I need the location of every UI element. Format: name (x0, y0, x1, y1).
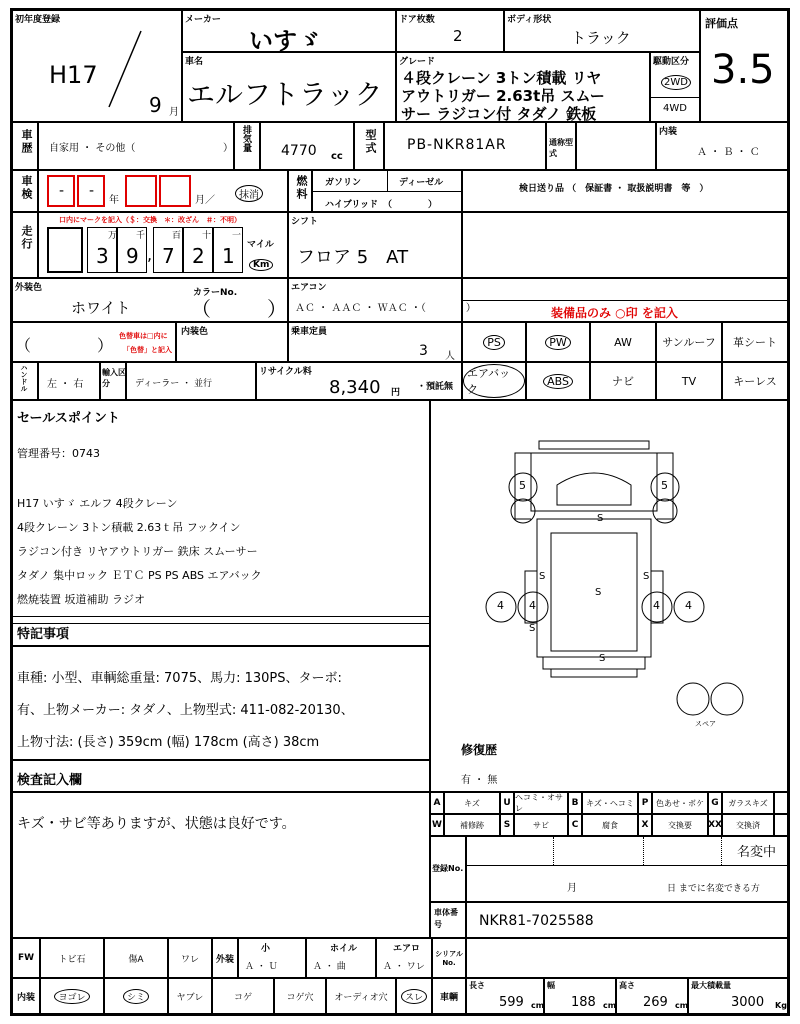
shift-value: フロア 5 AT (297, 247, 409, 268)
fw-item-1: 傷A (104, 938, 168, 978)
serial-label: シリアルNo. (432, 938, 466, 978)
model-label: 型式 (364, 129, 377, 155)
legend-row2-text-2: 腐食 (582, 814, 638, 836)
size-label: 小 (261, 944, 271, 954)
inspection-month-unit: 月／ (195, 195, 215, 206)
import-label: 輸入区分 (102, 368, 126, 388)
int-item-3: コゲ (233, 992, 252, 1003)
payload-unit: Kg (775, 1001, 787, 1010)
int-item-cell-0 (40, 978, 104, 1014)
equipment-row1-item-4: 革シート (733, 336, 777, 349)
interior-color-label: 内装色 (181, 327, 209, 337)
aero-value: Ａ ・ ワレ (383, 962, 425, 972)
chassis-value: NKR81-7025588 (479, 913, 594, 929)
tire-front-right: 5 (661, 479, 668, 492)
capacity-label: 乗車定員 (291, 327, 328, 337)
wheel-label: ホイル (330, 944, 358, 954)
displacement-label: 排気量 (241, 125, 251, 152)
equipment-row2-cell-0 (462, 362, 526, 400)
inspection-year-unit: 年 (109, 195, 119, 206)
equipment-row2-item-3: TV (681, 374, 697, 388)
legend-row1-code-3: P (638, 792, 652, 814)
shift-cell (288, 212, 462, 278)
width-unit: cm (603, 1001, 617, 1010)
color-change-close: ） (97, 336, 114, 355)
serial-value-cell (466, 938, 788, 978)
documents-label: 検日送り品 （ 保証書 ・ 取扱説明書 等 ） (519, 184, 709, 194)
chassis-label: 車体番号 (434, 908, 458, 929)
aero-cell (376, 938, 432, 978)
import-value-cell (126, 362, 256, 400)
chassis-value-cell (466, 902, 788, 938)
handle-label: ハンドル (20, 364, 28, 392)
registration-day-note: 日 までに名変できる方 (667, 884, 760, 894)
height-unit: cm (675, 1001, 689, 1010)
legend-row2-filler (774, 814, 788, 836)
history-label-cell (12, 122, 38, 170)
ext-label: 外装 (212, 938, 238, 978)
exterior-color-value: ホワイト (71, 299, 131, 317)
mileage-unit-sen: 千 (136, 231, 146, 241)
grade-label: グレード (399, 57, 436, 67)
legend-row2-code-0: W (430, 814, 444, 836)
fuel-label-cell (288, 170, 312, 212)
mileage-mark-box (47, 227, 83, 273)
score-label: 評価点 (705, 17, 738, 30)
equipment-title-cell (462, 300, 788, 322)
equipment-row1-cell-4 (722, 322, 788, 362)
equipment-row2-item-4: キーレス (733, 375, 777, 388)
common-model-label: 通称型式 (549, 138, 573, 158)
maker-cell (182, 10, 396, 55)
drive-4wd: 4WD (663, 103, 687, 114)
tire-rear-left-outer: 4 (497, 599, 504, 612)
color-change-note-1: 色替車は□内に (119, 332, 168, 340)
fuel-gasoline: ガソリン (325, 178, 362, 188)
interior-grade-label: 内装 (659, 127, 678, 137)
mileage-note: 口内にマークを記入（＄：交換 ＊：改ざん ＃：不明） (59, 216, 241, 224)
inspection-label-cell (12, 170, 38, 212)
capacity-value: 3 (419, 343, 428, 359)
registration-label: 登録No. (432, 864, 464, 873)
body-cell (504, 10, 700, 52)
maker-label: メーカー (185, 15, 221, 25)
history-value-cell (38, 122, 234, 170)
width-cell (544, 978, 616, 1014)
inspection-month-box-2 (159, 175, 191, 207)
import-value: ディーラー ・ 並行 (135, 379, 213, 389)
equipment-row1-cell-1 (526, 322, 590, 362)
registration-value-cell (466, 836, 788, 902)
history-value: 自家用 ・ その他（ (49, 143, 136, 154)
recycle-label: リサイクル料 (259, 367, 312, 377)
fw-item-2: ワレ (168, 938, 212, 978)
sales-line-6: 燃焼装置 坂道補助 ラジオ (17, 593, 145, 606)
history-close: ） (223, 143, 233, 154)
mileage-label-cell (12, 212, 38, 278)
legend-row2-code-2: C (568, 814, 582, 836)
equipment-row2-item-2: ナビ (612, 375, 634, 388)
inspection-expired: 抹消 (235, 185, 263, 202)
legend-row1-filler (774, 792, 788, 814)
mileage-comma: , (147, 245, 153, 264)
grade-line-2: アウトリガー 2.63t吊 スムー (401, 87, 605, 105)
registration-month: 月 (567, 883, 577, 894)
equipment-row1-item-0: PS (483, 335, 505, 350)
legend-row1-text-2: キズ・ヘコミ (582, 792, 638, 814)
mark-bed: S (595, 587, 602, 598)
length-cell (466, 978, 544, 1014)
common-model-value-cell (576, 122, 656, 170)
legend-row2-text-1: サビ (514, 814, 568, 836)
drive-2wd: 2WD (661, 75, 691, 90)
width-value: 188 (571, 995, 596, 1010)
legend-row1-text-0: キズ (444, 792, 500, 814)
inspection-value-cell (38, 170, 288, 212)
equipment-row2-cell-2 (590, 362, 656, 400)
wheel-value: Ａ ・ 曲 (313, 962, 346, 972)
aircon-label: エアコン (291, 283, 327, 293)
mileage-digit-5: 1 (222, 244, 235, 268)
fuel-hybrid-paren: （ ） (383, 200, 438, 210)
mileage-digit-1: 3 (96, 244, 109, 268)
mileage-label: 走行 (20, 225, 33, 251)
size-cell (238, 938, 306, 978)
int-item-0: ヨゴレ (54, 989, 89, 1004)
special-line-1: 車種: 小型、車輌総重量: 7075、馬力: 130PS、ターボ: (17, 671, 342, 686)
drive-cell (650, 52, 700, 122)
interior-grade-cell (656, 122, 788, 170)
int-item-1: シミ (123, 989, 149, 1004)
mark-right-side: S (643, 571, 650, 582)
inspection-notes-block (12, 792, 430, 938)
score-value: 3.5 (711, 47, 775, 93)
legend-row1-code-0: A (430, 792, 444, 814)
special-title-cell (12, 616, 430, 646)
handle-value: 左 ・ 右 (47, 379, 84, 390)
doors-label: ドア枚数 (399, 15, 435, 25)
equipment-row1-item-2: AW (614, 335, 632, 349)
inspection-notes-title: 検査記入欄 (17, 773, 83, 788)
fw-label: FW (12, 938, 40, 978)
legend-row1-code-1: U (500, 792, 514, 814)
mileage-value-cell (38, 212, 288, 278)
length-value: 599 (499, 995, 524, 1010)
mileage-digit-3: 7 (162, 244, 175, 268)
sales-line-5: タダノ 集中ロック ＥＴＣ PS PS ABS エアバック (17, 569, 262, 582)
fuel-value-cell (312, 170, 462, 212)
displacement-label-cell (234, 122, 260, 170)
interior-color-cell (176, 322, 288, 362)
documents-area (462, 212, 788, 278)
equipment-row2-cell-1 (526, 362, 590, 400)
legend-row1-code-4: G (708, 792, 722, 814)
mileage-unit-man: 万 (108, 231, 118, 241)
mileage-unit-ichi: 一 (232, 231, 242, 241)
inspection-notes-text: キズ・サビ等ありますが、状態は良好です。 (17, 816, 296, 832)
inspection-label: 車検 (20, 175, 33, 201)
legend-row2-text-3: 交換要 (652, 814, 708, 836)
fw-item-0: トビ石 (40, 938, 104, 978)
legend-row2-code-3: X (638, 814, 652, 836)
aircon-value: ＡＣ ・ ＡＡＣ ・ ＷＡＣ ・（ ） (295, 303, 476, 314)
auction-sheet (10, 8, 790, 1016)
recycle-value: 8,340 (329, 377, 381, 398)
repair-title: 修復歴 (461, 743, 498, 757)
equipment-row1-cell-0 (462, 322, 526, 362)
special-title: 特記事項 (17, 627, 70, 642)
doors-value: 2 (453, 27, 463, 45)
car-name-cell (182, 52, 396, 122)
model-value-cell (384, 122, 546, 170)
equipment-row2-cell-4 (722, 362, 788, 400)
handle-value-cell (38, 362, 100, 400)
exterior-color-cell (12, 278, 288, 322)
mileage-unit-hyaku: 百 (172, 231, 182, 241)
mileage-km: Km (249, 259, 273, 271)
int-item-5: オーディオ穴 (334, 992, 388, 1003)
interior-grade-value: Ａ ・ Ｂ ・ Ｃ (697, 147, 760, 158)
sales-line-1: 管理番号：0743 (17, 447, 100, 460)
width-label: 幅 (547, 981, 555, 990)
sales-line-4: ラジコン付き リヤアウトリガー 鉄床 スムーサー (17, 545, 258, 558)
first-reg-label: 初年度登録 (15, 15, 61, 25)
equipment-row2-item-1: ABS (543, 374, 573, 389)
int-item-6: スレ (401, 989, 427, 1004)
displacement-value-cell (260, 122, 354, 170)
diagram-block (430, 400, 788, 792)
legend-row1-text-3: 色あせ・ボケ (652, 792, 708, 814)
inspection-year-2: - (89, 183, 95, 199)
special-line-2: 有、上物メーカー: タダノ、上物型式: 411-082-20130、 (17, 703, 354, 718)
equipment-title: 装備品のみ ○印 を記入 (551, 306, 678, 320)
reg-month-unit: 月 (169, 107, 179, 118)
displacement-value: 4770 (281, 143, 317, 159)
legend-row2-code-4: XX (708, 814, 722, 836)
tire-rear-right-outer: 4 (685, 599, 692, 612)
int-item-2: ヤブレ (176, 992, 204, 1003)
color-change-open: （ (15, 336, 32, 355)
special-block (12, 646, 430, 760)
reg-month: 9 (149, 93, 162, 117)
slash-mark (105, 29, 145, 109)
inspection-month-box-1 (125, 175, 157, 207)
size-value: Ａ ・ Ｕ (245, 962, 278, 972)
body-value: トラック (571, 29, 631, 47)
length-label: 長さ (469, 981, 485, 990)
inspection-notes-title-cell (12, 760, 430, 792)
payload-label: 最大積載量 (691, 981, 731, 990)
int-item-cell-2 (168, 978, 212, 1014)
model-label-cell (354, 122, 384, 170)
height-label: 高さ (619, 981, 635, 990)
inspection-year-1: - (59, 183, 65, 199)
height-value: 269 (643, 995, 668, 1010)
documents-cell (462, 170, 788, 212)
grade-line-1: ４段クレーン 3トン積載 リヤ (401, 69, 602, 87)
payload-cell (688, 978, 788, 1014)
shift-label: シフト (291, 217, 319, 227)
name-change: 名変中 (737, 845, 777, 860)
sales-point-block (12, 400, 430, 624)
mark-left-side: S (539, 571, 546, 582)
mileage-mile: マイル (247, 240, 274, 250)
recycle-cell (256, 362, 462, 400)
score-cell (700, 10, 788, 122)
spare-label: スペア (695, 720, 716, 728)
aircon-cell (288, 278, 476, 322)
history-label: 車歴 (20, 129, 33, 155)
common-model-label-cell (546, 122, 576, 170)
equipment-row1-cell-3 (656, 322, 722, 362)
sales-line-3: 4段クレーン 3トン積載 2.63ｔ吊 フックイン (17, 521, 241, 534)
mark-cab: S (597, 513, 604, 524)
mark-rear: S (599, 653, 606, 664)
mark-rear-left: S (529, 623, 536, 634)
dims-label: 車輌 (432, 978, 466, 1014)
legend-row1-text-4: ガラスキズ (722, 792, 774, 814)
aero-label: エアロ (393, 944, 421, 954)
fuel-hybrid: ハイブリッド (325, 200, 379, 210)
grade-cell (396, 52, 650, 122)
recycle-deposit: ・預託無 (417, 382, 454, 392)
car-name-value: エルフトラック (187, 78, 383, 111)
legend-row1-text-1: ヘコミ・オサレ (514, 792, 568, 814)
grade-line-3: サー ラジコン付 タダノ 鉄板 (401, 105, 597, 123)
mileage-digit-4: 2 (192, 244, 205, 268)
capacity-unit: 人 (445, 351, 455, 362)
int-item-cell-5 (326, 978, 396, 1014)
int-item-cell-6 (396, 978, 432, 1014)
chassis-label-cell (430, 902, 466, 938)
sales-line-2: H17 いすゞ エルフ 4段クレーン (17, 497, 178, 510)
exterior-color-label: 外装色 (15, 283, 43, 293)
color-change-note-2: 「色替」と記入 (123, 346, 172, 354)
legend-row1-code-2: B (568, 792, 582, 814)
color-change-cell (12, 322, 176, 362)
sales-point-title: セールスポイント (17, 411, 120, 426)
recycle-unit: 円 (391, 388, 401, 398)
legend-row2-code-1: S (500, 814, 514, 836)
int-item-cell-4 (274, 978, 326, 1014)
equipment-row1-item-1: PW (545, 335, 571, 350)
legend-row2-text-4: 交換済 (722, 814, 774, 836)
legend-row2-text-0: 補修跡 (444, 814, 500, 836)
color-no-label: カラーNo. (193, 288, 238, 298)
drive-label: 駆動区分 (653, 57, 690, 67)
int-item-cell-3 (212, 978, 274, 1014)
color-no-open: （ (191, 297, 211, 321)
doors-cell (396, 10, 504, 52)
repair-value: 有 ・ 無 (461, 775, 498, 786)
equipment-row1-cell-2 (590, 322, 656, 362)
equipment-row2-item-0: エアバック (463, 364, 525, 398)
int-item-4: コゲ穴 (286, 992, 314, 1003)
truck-diagram (431, 401, 787, 791)
tire-rear-right-inner: 4 (653, 599, 660, 612)
fuel-label: 燃料 (295, 175, 308, 201)
reg-year: H17 (49, 61, 98, 89)
special-line-3: 上物寸法: (長さ) 359cm (幅) 178cm (高さ) 38cm (17, 735, 320, 750)
capacity-cell (288, 322, 462, 362)
fuel-diesel: ディーゼル (399, 178, 444, 188)
int-item-cell-1 (104, 978, 168, 1014)
maker-value: いすゞ (249, 27, 321, 55)
first-registration-cell (12, 10, 182, 122)
payload-value: 3000 (731, 995, 765, 1010)
mileage-digit-2: 9 (126, 244, 139, 268)
length-unit: cm (531, 1001, 545, 1010)
equipment-row2-cell-3 (656, 362, 722, 400)
registration-label-cell (430, 836, 466, 902)
int-label: 内装 (12, 978, 40, 1014)
car-name-label: 車名 (185, 57, 204, 67)
wheel-cell (306, 938, 376, 978)
body-label: ボディ形状 (507, 15, 552, 25)
model-value: PB-NKR81AR (407, 137, 507, 153)
mileage-unit-juu: 十 (202, 231, 212, 241)
tire-front-left: 5 (519, 479, 526, 492)
displacement-unit: cc (331, 151, 343, 162)
handle-label-cell (12, 362, 38, 400)
equipment-row1-item-3: サンルーフ (662, 336, 716, 349)
color-no-close: ） (267, 297, 287, 321)
tire-rear-left-inner: 4 (529, 599, 536, 612)
height-cell (616, 978, 688, 1014)
import-label-cell (100, 362, 126, 400)
